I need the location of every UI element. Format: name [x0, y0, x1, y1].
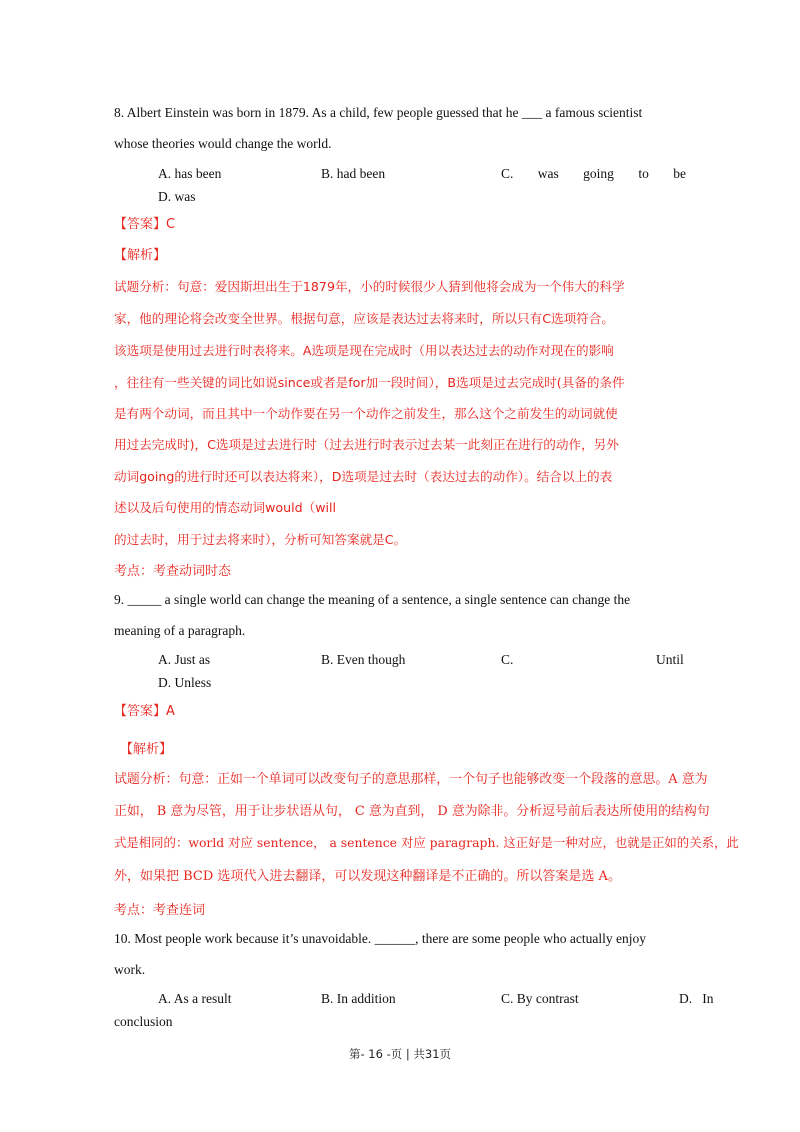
q9-option-b: B. Even though	[321, 652, 406, 667]
q10-option-d-continued: conclusion	[114, 1014, 173, 1029]
q8-analysis-line: 试题分析：句意：爱因斯坦出生于1879年，小的时候很少人猜到他将会成为一个伟大的科学	[114, 279, 625, 294]
q8-stem-line-2: whose theories would change the world.	[114, 136, 332, 151]
q8-option-b: B. had been	[321, 166, 386, 181]
q8-answer: 【答案】C	[114, 217, 176, 232]
q8-analysis-line: 述以及后句使用的情态动词would（will	[114, 500, 336, 515]
q8-option-c-word: to	[638, 166, 649, 181]
q9-option-c: C.	[501, 652, 514, 667]
q9-stem-line-1: 9. _____ a single world can change the meaning of a sentence, a single sentence can change the	[114, 592, 631, 607]
q10-option-a: A. As a result	[158, 991, 232, 1006]
q9-analysis-title: 【解析】	[120, 742, 173, 757]
q9-option-a: A. Just as	[158, 652, 211, 667]
q9-option-d: D. Unless	[158, 675, 212, 690]
q9-option-c-word: Until	[656, 652, 684, 667]
q8-analysis-line: 该选项是使用过去进行时表将来。A选项是现在完成时（用以表达过去的动作对现在的影响	[114, 343, 614, 358]
q8-analysis-line: 的过去时，用于过去将来时），分析可知答案就是C。	[114, 532, 407, 547]
q10-option-b: B. In addition	[321, 991, 396, 1006]
q8-analysis-line: 是有两个动词，而且其中一个动作要在另一个动作之前发生，那么这个之前发生的动词就使	[114, 406, 618, 421]
q8-analysis-line: 家，他的理论将会改变全世界。根据句意，应该是表达过去将来时，所以只有C选项符合。	[114, 311, 614, 326]
q8-option-c-word: was	[537, 166, 559, 181]
q8-analysis-line: ，往往有一些关键的词比如说since或者是for加一段时间），B选项是过去完成时(具备的条件	[114, 375, 625, 390]
q8-option-a: A. has been	[158, 166, 222, 181]
q8-analysis-line: 动词going的进行时还可以表达将来），D选项是过去时（表达过去的动作）。结合以上的表	[114, 469, 613, 484]
q9-stem-line-2: meaning of a paragraph.	[114, 623, 246, 638]
page-number-footer: 第- 16 -页 | 共31页	[348, 1047, 452, 1061]
q9-answer: 【答案】A	[114, 704, 175, 719]
q8-option-d: D. was	[158, 189, 196, 204]
q8-option-c-word: C.	[501, 166, 514, 181]
q10-stem-line-2: work.	[114, 962, 146, 977]
q10-stem-line-1: 10. Most people work because it’s unavoidable. ______, there are some people who actually enjoy	[114, 931, 646, 946]
q8-analysis-title: 【解析】	[114, 248, 167, 263]
q9-analysis-line: 外，如果把 BCD 选项代入进去翻译，可以发现这种翻译是不正确的。所以答案是选 A。	[114, 869, 621, 884]
q8-stem-line-1: 8. Albert Einstein was born in 1879. As a child, few people guessed that he ___ a famous scientist	[114, 105, 643, 120]
q8-kaodian: 考点：考查动词时态	[114, 564, 232, 579]
q8-option-c-word: be	[673, 166, 686, 181]
q9-analysis-line: 试题分析：句意：正如一个单词可以改变句子的意思那样，一个句子也能够改变一个段落的意思。A 意为	[114, 772, 708, 787]
q8-analysis-line: 用过去完成时)，C选项是过去进行时（过去进行时表示过去某一此刻正在进行的动作，另外	[114, 437, 619, 452]
q9-kaodian: 考点：考查连词	[114, 903, 206, 918]
q8-option-c-word: going	[583, 166, 614, 181]
q9-analysis-line: 式是相同的：world 对应 sentence， a sentence 对应 paragraph. 这正好是一种对应，也就是正如的关系，此	[114, 835, 739, 850]
q9-analysis-line: 正如， B 意为尽管，用于让步状语从句， C 意为直到， D 意为除非。分析逗号前后表达所使用的结构句	[114, 804, 710, 819]
q8-option-c	[501, 166, 686, 182]
q10-option-c: C. By contrast	[501, 991, 579, 1006]
q10-option-d: D. In	[679, 991, 714, 1006]
